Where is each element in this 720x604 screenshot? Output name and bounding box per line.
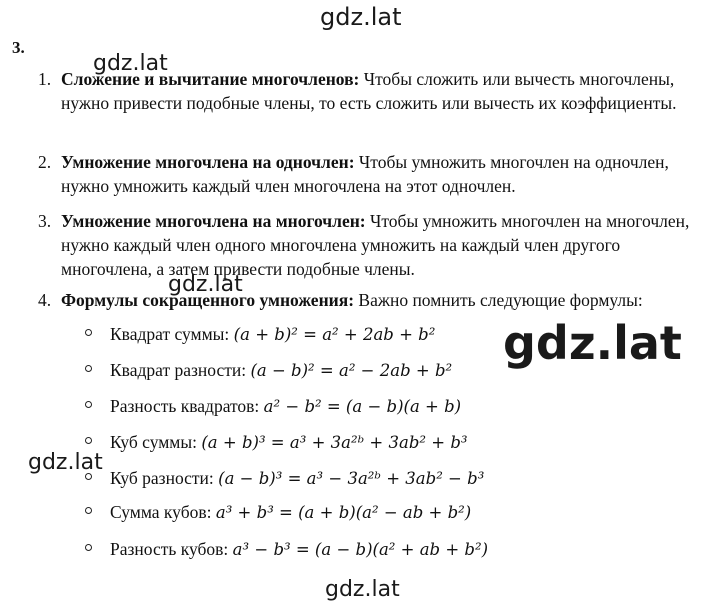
item-number: 1. <box>38 69 52 89</box>
watermark-large: gdz.lat <box>503 316 682 370</box>
circle-bullet-icon <box>85 507 92 514</box>
formula-item <box>110 466 484 491</box>
formula-label: Разность квадратов: <box>110 396 264 416</box>
formula-item <box>110 322 435 347</box>
formula-item <box>110 430 468 455</box>
formula-label: Куб разности: <box>110 468 219 488</box>
item-text: Важно помнить следующие формулы: <box>354 290 643 310</box>
formula-item <box>110 537 488 562</box>
formula-item <box>110 394 461 419</box>
circle-bullet-icon <box>85 401 92 408</box>
item-title: Формулы сокращенного умножения: <box>61 290 355 310</box>
item-text: Чтобы умножить многочлен на многочлен, нужно каждый член одного многочлена умножить на каждый член другого многочлена, а затем привести подобные члены. <box>61 211 690 279</box>
list-item <box>38 67 701 115</box>
formula-item <box>110 500 471 525</box>
item-title: Умножение многочлена на многочлен: <box>61 211 366 231</box>
watermark-upper-left: gdz.lat <box>93 51 168 76</box>
item-title: Умножение многочлена на одночлен: <box>61 152 355 172</box>
item-title: Сложение и вычитание многочленов: <box>61 69 360 89</box>
formula-label: Квадрат разности: <box>110 360 251 380</box>
item-number: 4. <box>38 290 52 310</box>
formula-label: Разность кубов: <box>110 539 233 559</box>
list-item <box>38 288 701 312</box>
formula-item <box>110 358 452 383</box>
circle-bullet-icon <box>85 329 92 336</box>
item-text: Чтобы умножить многочлен на одночлен, нужно умножить каждый член многочлена на этот одночлен. <box>61 152 669 196</box>
formula-expression: a³ − b³ = (a − b)(a² + ab + b²) <box>232 540 489 559</box>
task-number: 3. <box>12 38 25 57</box>
item-number: 3. <box>38 211 52 231</box>
watermark-top: gdz.lat <box>320 3 402 31</box>
watermark-bottom: gdz.lat <box>325 577 400 602</box>
item-number: 2. <box>38 152 52 172</box>
formula-expression: a³ + b³ = (a + b)(a² − ab + b²) <box>215 503 472 522</box>
circle-bullet-icon <box>85 544 92 551</box>
list-item <box>38 150 701 198</box>
formula-expression: (a − b)² = a² − 2ab + b² <box>250 361 453 380</box>
circle-bullet-icon <box>85 437 92 444</box>
formula-label: Сумма кубов: <box>110 502 216 522</box>
circle-bullet-icon <box>85 365 92 372</box>
list-item <box>38 209 701 281</box>
item-text: Чтобы сложить или вычесть многочлены, нужно привести подобные члены, то есть сложить или вычесть их коэффициенты. <box>61 69 677 113</box>
formula-expression: (a + b)³ = a³ + 3a²ᵇ + 3ab² + b³ <box>201 433 468 452</box>
formula-expression: (a + b)² = a² + 2ab + b² <box>233 325 436 344</box>
watermark-left: gdz.lat <box>28 450 103 475</box>
formula-label: Куб суммы: <box>110 432 202 452</box>
formula-expression: a² − b² = (a − b)(a + b) <box>263 397 462 416</box>
watermark-middle: gdz.lat <box>168 272 243 297</box>
formula-expression: (a − b)³ = a³ − 3a²ᵇ + 3ab² − b³ <box>218 469 485 488</box>
formula-label: Квадрат суммы: <box>110 324 234 344</box>
